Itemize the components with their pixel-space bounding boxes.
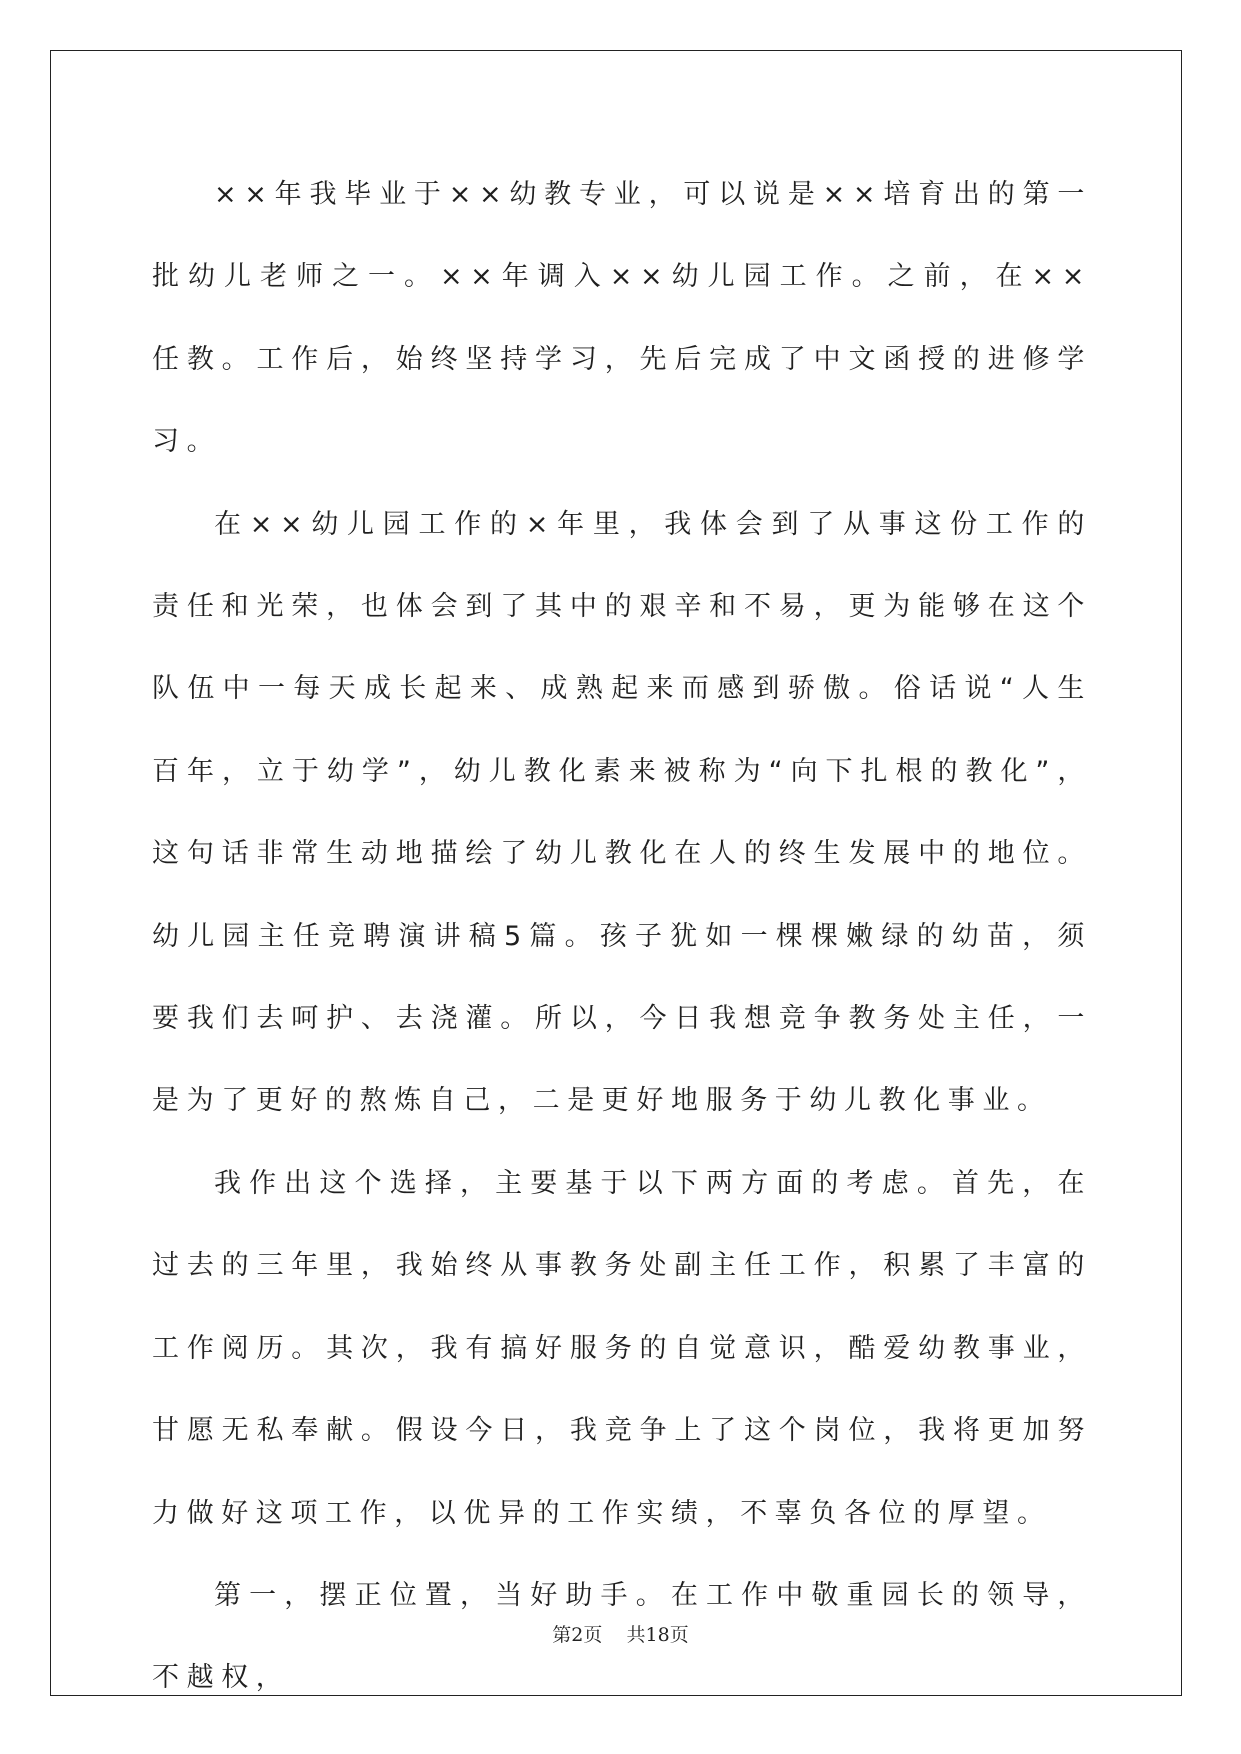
paragraph-3: 我作出这个选择，主要基于以下两方面的考虑。首先，在过去的三年里，我始终从事教务处副主任工作，积累了丰富的工作阅历。其次，我有搞好服务的自觉意识，酷爱幼教事业，甘愿无私奉献。假设今日，我竞争上了这个岗位，我将更加努力做好这项工作，以优异的工作实绩，不辜负各位的厚望。 [152, 1167, 1092, 1529]
paragraph-1: ××年我毕业于××幼教专业，可以说是××培育出的第一批幼儿老师之一。××年调入××幼儿园工作。之前，在××任教。工作后，始终坚持学习，先后完成了中文函授的进修学习。 [152, 179, 1092, 458]
total-pages: 共18页 [626, 1624, 689, 1646]
paragraph-4: 第一，摆正位置，当好助手。在工作中敬重园长的领导，不越权， [152, 1579, 1092, 1694]
paragraph-2: 在××幼儿园工作的×年里，我体会到了从事这份工作的责任和光荣，也体会到了其中的艰辛和不易，更为能够在这个队伍中一每天成长起来、成熟起来而感到骄傲。俗话说“人生百年，立于幼学”，幼儿教化素来被称为“向下扎根的教化”，这句话非常生动地描绘了幼儿教化在人的终生发展中的地位。幼儿园主任竞聘演讲稿5篇。孩子犹如一棵棵嫩绿的幼苗，须要我们去呵护、去浇灌。所以，今日我想竞争教务处主任，一是为了更好的熬炼自己，二是更好地服务于幼儿教化事业。 [152, 508, 1092, 1117]
footer-gap [602, 1624, 626, 1646]
document-body [152, 154, 1092, 1720]
page-footer [0, 1620, 1241, 1647]
page-number: 第2页 [552, 1624, 603, 1646]
